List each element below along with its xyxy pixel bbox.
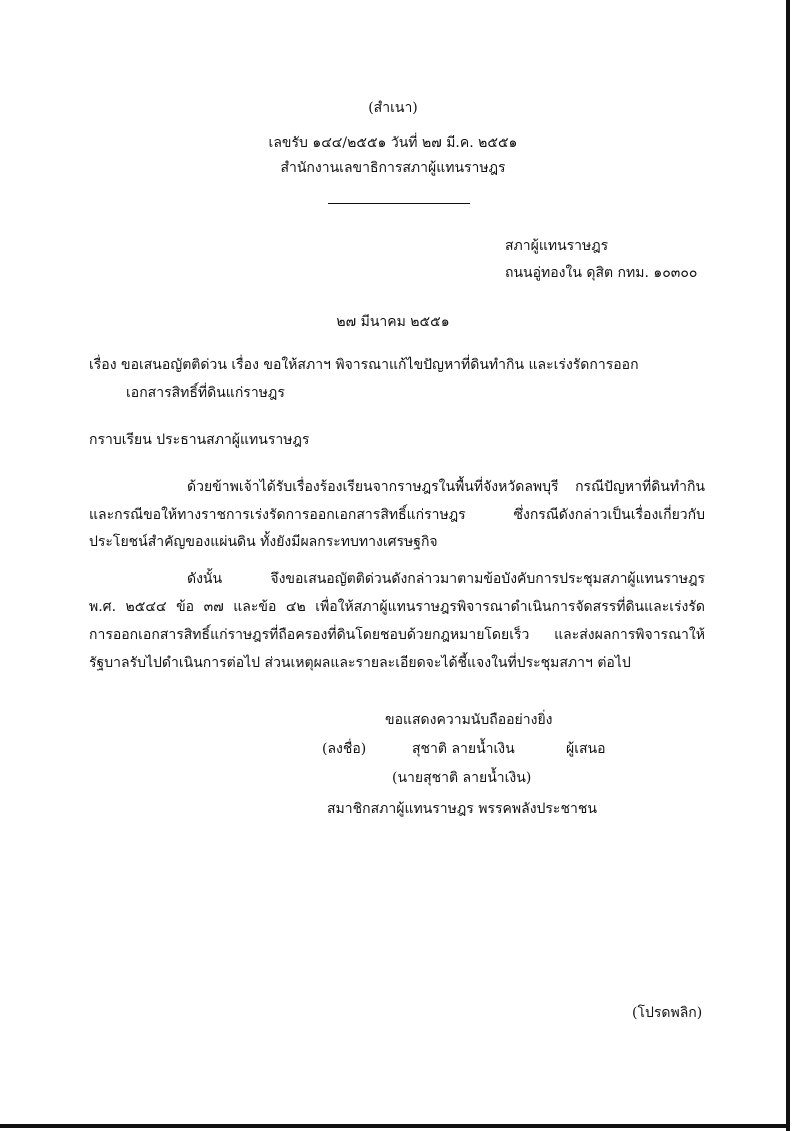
body-paragraph-2-line-2: พ.ศ. ๒๕๔๔ ข้อ ๓๗ และข้อ ๔๒ เพื่อให้สภาผู้แทนราษฎรพิจารณาดำเนินการจัดสรรที่ดินและเร่งรัด <box>89 599 705 615</box>
body-paragraph-1-line-2: และกรณีขอให้ทางราชการเร่งรัดการออกเอกสารสิทธิ์แก่ราษฎร ซึ่งกรณีดังกล่าวเป็นเรื่องเกี่ยวกับ <box>89 507 705 523</box>
closing-regards: ขอแสดงความนับถืออย่างยิ่ง <box>385 712 553 728</box>
signed-label: (ลงชื่อ) <box>322 741 367 757</box>
body-paragraph-1-line-3: ประโยชน์สำคัญของแผ่นดิน ทั้งยังมีผลกระทบทางเศรษฐกิจ <box>89 534 438 550</box>
turn-over-note: (โปรดพลิก) <box>632 1005 703 1021</box>
letter-date: ๒๗ มีนาคม ๒๕๕๑ <box>336 314 450 330</box>
copy-mark: (สำเนา) <box>368 100 418 116</box>
body-paragraph-2-line-1: ดังนั้น จึงขอเสนอญัตติด่วนดังกล่าวมาตามข้อบังคับการประชุมสภาผู้แทนราษฎร <box>187 571 705 587</box>
subject-line-1: เรื่อง ขอเสนอญัตติด่วน เรื่อง ขอให้สภาฯ พิจารณาแก้ไขปัญหาที่ดินทำกิน และเร่งรัดการออก <box>89 357 639 373</box>
signer-position: สมาชิกสภาผู้แทนราษฎร พรรคพลังประชาชน <box>327 801 597 817</box>
body-paragraph-2-line-4: รัฐบาลรับไปดำเนินการต่อไป ส่วนเหตุผลและรายละเอียดจะได้ชี้แจงในที่ประชุมสภาฯ ต่อไป <box>89 655 631 671</box>
signer-role: ผู้เสนอ <box>566 741 606 757</box>
subject-line-2: เอกสารสิทธิ์ที่ดินแก่ราษฎร <box>126 385 285 401</box>
office-name: สำนักงานเลขาธิการสภาผู้แทนราษฎร <box>280 160 506 176</box>
header-divider <box>328 203 470 204</box>
body-paragraph-1-line-1: ด้วยข้าพเจ้าได้รับเรื่องร้องเรียนจากราษฎรในพื้นที่จังหวัดลพบุรี กรณีปัญหาที่ดินทำกิน <box>187 479 705 495</box>
salutation: กราบเรียน ประธานสภาผู้แทนราษฎร <box>89 432 310 448</box>
address-line-1: สภาผู้แทนราษฎร <box>505 238 609 254</box>
page-border-bottom <box>0 1124 790 1128</box>
receipt-line: เลขรับ ๑๔๔/๒๕๕๑ วันที่ ๒๗ มี.ค. ๒๕๕๑ <box>268 135 518 151</box>
address-line-2: ถนนอู่ทองใน ดุสิต กทม. ๑๐๓๐๐ <box>505 265 698 281</box>
signature-name: สุชาติ ลายน้ำเงิน <box>412 741 515 757</box>
body-paragraph-2-line-3: การออกเอกสารสิทธิ์แก่ราษฎรที่ถือครองที่ดินโดยชอบด้วยกฎหมายโดยเร็ว และส่งผลการพิจารณาให้ <box>89 627 705 643</box>
page-border-right <box>786 0 790 1131</box>
printed-name: (นายสุชาติ ลายน้ำเงิน) <box>392 770 532 786</box>
